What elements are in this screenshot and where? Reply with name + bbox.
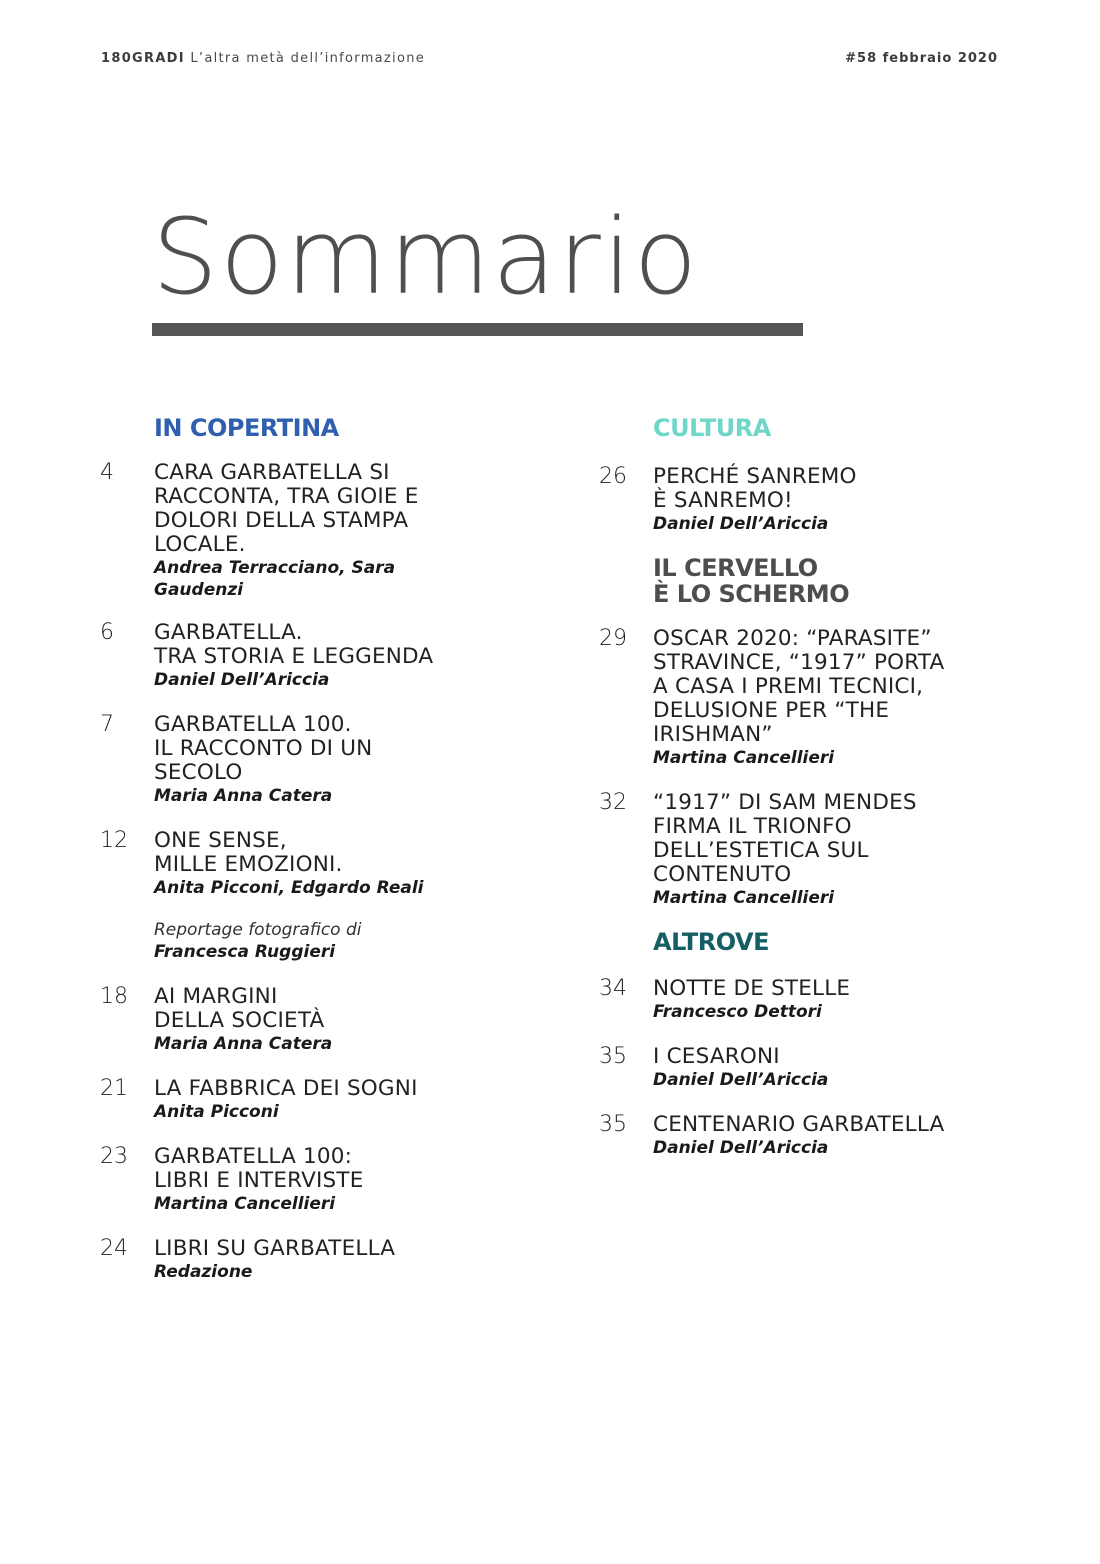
entry-title-line: LIBRI E INTERVISTE: [154, 1168, 364, 1193]
toc-entry[interactable]: [100, 461, 520, 601]
toc-entry[interactable]: [100, 829, 520, 899]
entry-title-line: MILLE EMOZIONI.: [154, 852, 343, 877]
right-column: [599, 415, 1019, 1181]
entry-title-line: AI MARGINI: [154, 984, 278, 1009]
entry-title-line: È SANREMO!: [653, 488, 793, 513]
page-number: 23: [100, 1144, 128, 1169]
entry-title-line: GARBATELLA 100.: [154, 712, 352, 737]
entry-title-line: SECOLO: [154, 760, 243, 785]
entry-title-line: LOCALE.: [154, 532, 246, 557]
toc-entry[interactable]: [100, 621, 520, 691]
entry-title-line: NOTTE DE STELLE: [653, 976, 851, 1001]
reportage-credit: [100, 919, 520, 963]
entry-title-line: DELL’ESTETICA SUL: [653, 838, 869, 863]
entry-author: Francesco Dettori: [653, 1002, 822, 1022]
page-number: 29: [599, 626, 627, 651]
toc-entry[interactable]: [599, 627, 1019, 769]
title-underline: [152, 323, 803, 336]
page-number: 35: [599, 1044, 627, 1069]
entry-title-line: ONE SENSE,: [154, 828, 287, 853]
entry-title-line: LA FABBRICA DEI SOGNI: [154, 1076, 418, 1101]
page-number: 18: [100, 984, 128, 1009]
entry-title-line: DOLORI DELLA STAMPA: [154, 508, 409, 533]
reportage-author: Francesca Ruggieri: [154, 942, 336, 962]
entry-title-line: TRA STORIA E LEGGENDA: [154, 644, 434, 669]
entry-author: Daniel Dell’Ariccia: [653, 514, 829, 534]
reportage-label: Reportage fotografico di: [154, 920, 362, 940]
entry-author: Martina Cancellieri: [154, 1194, 336, 1214]
section-in-copertina: IN COPERTINA: [154, 414, 339, 442]
page-number: 12: [100, 828, 128, 853]
toc-entry[interactable]: [599, 1113, 1019, 1159]
entry-title-line: IRISHMAN”: [653, 722, 773, 747]
entry-author: Anita Picconi: [154, 1102, 279, 1122]
entry-title-line: PERCHÉ SANREMO: [653, 464, 857, 489]
entry-author: Anita Picconi, Edgardo Reali: [154, 878, 424, 898]
page-title: Sommario: [152, 196, 700, 318]
entry-title-line: IL RACCONTO DI UN: [154, 736, 373, 761]
toc-entry[interactable]: [100, 1145, 520, 1215]
entry-title-line: STRAVINCE, “1917” PORTA: [653, 650, 945, 675]
page-number: 34: [599, 976, 627, 1001]
section-il-cervello: [653, 555, 1019, 607]
entry-title-line: CARA GARBATELLA SI: [154, 460, 390, 485]
section-cultura: CULTURA: [653, 414, 771, 442]
entry-author: Martina Cancellieri: [653, 888, 835, 908]
entry-title-line: FIRMA IL TRIONFO: [653, 814, 852, 839]
entry-title-line: CONTENUTO: [653, 862, 792, 887]
section-line: È LO SCHERMO: [653, 580, 850, 608]
entry-author: Daniel Dell’Ariccia: [154, 670, 330, 690]
tagline: L’altra metà dell’informazione: [190, 51, 426, 66]
section-line: IL CERVELLO: [653, 554, 818, 582]
page-number: 6: [100, 620, 114, 645]
running-header: [101, 51, 425, 66]
entry-title-line: CENTENARIO GARBATELLA: [653, 1112, 945, 1137]
toc-entry[interactable]: [599, 977, 1019, 1023]
entry-title-line: GARBATELLA 100:: [154, 1144, 353, 1169]
entry-author: Maria Anna Catera: [154, 786, 333, 806]
entry-author: Maria Anna Catera: [154, 1034, 333, 1054]
section-altrove: ALTROVE: [653, 928, 769, 956]
page-number: 21: [100, 1076, 128, 1101]
left-column: [100, 415, 520, 1305]
entry-author: Redazione: [154, 1262, 253, 1282]
entry-author: Daniel Dell’Ariccia: [653, 1070, 829, 1090]
toc-entry[interactable]: [599, 791, 1019, 909]
page-number: 24: [100, 1236, 128, 1261]
brand-name: 180GRADI: [101, 51, 185, 66]
issue-label: #58 febbraio 2020: [845, 51, 998, 66]
entry-title-line: DELLA SOCIETÀ: [154, 1008, 325, 1033]
entry-author: Martina Cancellieri: [653, 748, 835, 768]
toc-entry[interactable]: [100, 1077, 520, 1123]
page-number: 32: [599, 790, 627, 815]
toc-entry[interactable]: [100, 985, 520, 1055]
entry-author: Gaudenzi: [154, 580, 244, 600]
toc-entry[interactable]: [100, 1237, 520, 1283]
entry-author: Daniel Dell’Ariccia: [653, 1138, 829, 1158]
entry-title-line: GARBATELLA.: [154, 620, 303, 645]
toc-entry[interactable]: [100, 713, 520, 807]
entry-title-line: I CESARONI: [653, 1044, 780, 1069]
entry-title-line: A CASA I PREMI TECNICI,: [653, 674, 924, 699]
entry-author: Andrea Terracciano, Sara: [154, 558, 396, 578]
toc-entry[interactable]: [599, 465, 1019, 535]
entry-title-line: LIBRI SU GARBATELLA: [154, 1236, 396, 1261]
entry-title-line: “1917” DI SAM MENDES: [653, 790, 917, 815]
page-number: 26: [599, 464, 627, 489]
entry-title-line: OSCAR 2020: “PARASITE”: [653, 626, 932, 651]
entry-title-line: RACCONTA, TRA GIOIE E: [154, 484, 419, 509]
page-number: 35: [599, 1112, 627, 1137]
toc-entry[interactable]: [599, 1045, 1019, 1091]
entry-title-line: DELUSIONE PER “THE: [653, 698, 890, 723]
page-number: 7: [100, 712, 114, 737]
page-number: 4: [100, 460, 114, 485]
